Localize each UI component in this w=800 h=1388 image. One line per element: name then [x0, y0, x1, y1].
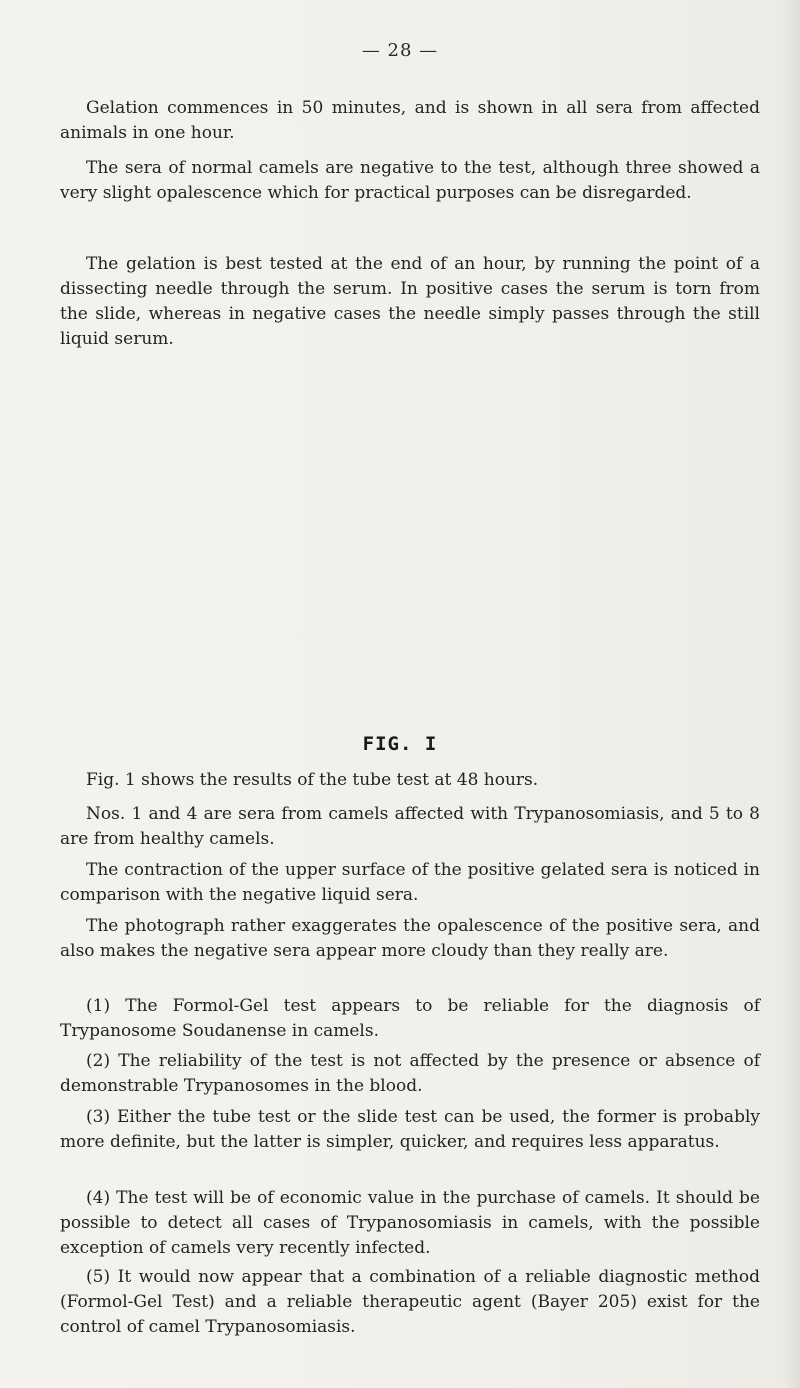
paragraph-normal-camels: The sera of normal camels are negative to the test, although three showed a very slight opalescence which for practical purposes can be disregarded. [60, 158, 760, 203]
conclusion-5: (5) It would now appear that a combination of a reliable diagnostic method (Formol-Gel Test) and a reliable therapeutic agent (Bayer 205) exist for the control of camel Trypanosomiasis. [60, 1267, 760, 1337]
paragraph-gelation-time: Gelation commences in 50 minutes, and is shown in all sera from affected animals in one hour. [60, 98, 760, 143]
page-number: — 28 — [361, 40, 439, 61]
conclusion-4: (4) The test will be of economic value in the purchase of camels. It should be possible to detect all cases of Trypanosomiasis in camels, with the possible exception of camels very recently infected. [60, 1188, 760, 1258]
conclusion-1: (1) The Formol-Gel test appears to be reliable for the diagnosis of Trypanosome Soudanense in camels. [60, 996, 760, 1041]
paragraph-sera-numbers: Nos. 1 and 4 are sera from camels affected with Trypanosomiasis, and 5 to 8 are from healthy camels. [60, 804, 760, 849]
page-edge-shadow [782, 0, 800, 1388]
paragraph-photograph-note: The photograph rather exaggerates the opalescence of the positive sera, and also makes the negative sera appear more cloudy than they really are. [60, 916, 760, 961]
conclusion-3: (3) Either the tube test or the slide test can be used, the former is probably more definite, but the latter is simpler, quicker, and requires less apparatus. [60, 1107, 760, 1152]
paragraph-gelation-testing: The gelation is best tested at the end of an hour, by running the point of a dissecting needle through the serum. In positive cases the serum is torn from the slide, whereas in negative cases the needle simply passes through the still liquid serum. [60, 254, 760, 349]
conclusion-2: (2) The reliability of the test is not affected by the presence or absence of demonstrable Trypanosomes in the blood. [60, 1051, 760, 1096]
paragraph-contraction: The contraction of the upper surface of the positive gelated sera is noticed in comparison with the negative liquid sera. [60, 860, 760, 905]
figure-title: FIG. I [362, 733, 438, 755]
paragraph-fig-caption: Fig. 1 shows the results of the tube test at 48 hours. [86, 770, 539, 790]
